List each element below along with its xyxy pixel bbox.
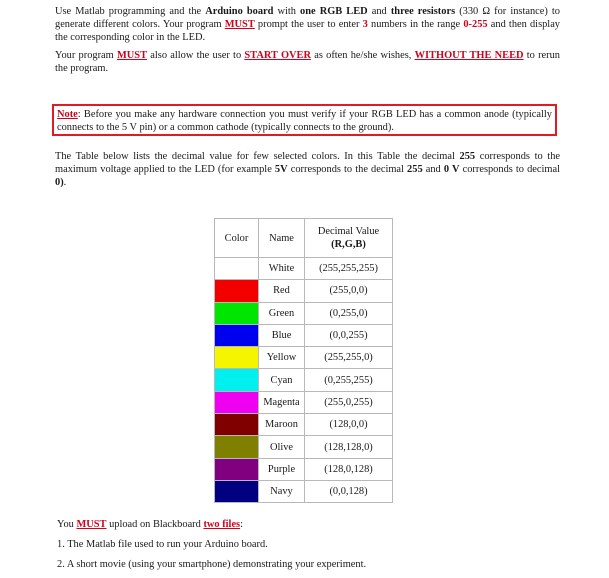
table-row	[215, 414, 393, 436]
header-color: Color	[215, 219, 259, 258]
color-rgb-value: (255,255,0)	[305, 347, 393, 369]
color-rgb-value: (0,0,128)	[305, 480, 393, 502]
upload-item-2: 2. A short movie (using your smartphone) demonstrating your experiment.	[57, 559, 367, 570]
table-row	[215, 369, 393, 391]
color-name: Purple	[259, 458, 305, 480]
table-row	[215, 458, 393, 480]
intro-paragraph: Use Matlab programming and the Arduino board with one RGB LED and three resistors (330 Ω for instance) to generate different colors. Your program MUST prompt the user to enter 3 numbers in the range 0-255 and then display the corresponding color in the LED.	[55, 6, 561, 43]
note-label: Note	[57, 109, 78, 120]
color-name: Cyan	[259, 369, 305, 391]
color-name: Magenta	[259, 391, 305, 413]
table-intro-paragraph: The Table below lists the decimal value for few selected colors. In this Table the decimal 255 corresponds to the maximum voltage applied to the LED (for example 5V corresponds to the decimal 255 and 0 V corresponds to decimal 0).	[55, 151, 561, 188]
table-row	[215, 436, 393, 458]
table-row	[215, 480, 393, 502]
upload-instruction: You MUST upload on Blackboard two files:	[57, 519, 243, 530]
color-swatch	[215, 258, 259, 280]
color-name: Green	[259, 302, 305, 324]
upload-item-1: 1. The Matlab file used to run your Arduino board.	[57, 539, 268, 550]
color-rgb-value: (255,0,255)	[305, 391, 393, 413]
color-swatch	[215, 458, 259, 480]
color-name: Yellow	[259, 347, 305, 369]
start-over-paragraph: Your program MUST also allow the user to START OVER as often he/she wishes, WITHOUT THE NEED to rerun the program.	[55, 50, 561, 74]
table-row	[215, 280, 393, 302]
table-row	[215, 347, 393, 369]
color-swatch	[215, 369, 259, 391]
color-name: Maroon	[259, 414, 305, 436]
color-swatch	[215, 347, 259, 369]
table-row	[215, 324, 393, 346]
color-name: Navy	[259, 480, 305, 502]
table-row	[215, 258, 393, 280]
color-swatch	[215, 302, 259, 324]
color-swatch	[215, 414, 259, 436]
table-row	[215, 391, 393, 413]
color-name: Olive	[259, 436, 305, 458]
color-table	[214, 218, 393, 503]
color-swatch	[215, 324, 259, 346]
must-emphasis: MUST	[224, 19, 255, 30]
note-box: Note: Before you make any hardware connection you must verify if your RGB LED has a common anode (typically connects to the 5 V pin) or a common cathode (typically connects to the ground).	[52, 104, 557, 136]
color-rgb-value: (128,0,0)	[305, 414, 393, 436]
color-name: Red	[259, 280, 305, 302]
color-rgb-value: (128,128,0)	[305, 436, 393, 458]
color-rgb-value: (255,0,0)	[305, 280, 393, 302]
color-rgb-value: (128,0,128)	[305, 458, 393, 480]
color-swatch	[215, 480, 259, 502]
color-rgb-value: (255,255,255)	[305, 258, 393, 280]
color-swatch	[215, 391, 259, 413]
color-rgb-value: (0,255,255)	[305, 369, 393, 391]
header-decimal: Decimal Value (R,G,B)	[305, 219, 393, 258]
table-header-row	[215, 219, 393, 258]
color-name: Blue	[259, 324, 305, 346]
color-rgb-value: (0,255,0)	[305, 302, 393, 324]
color-swatch	[215, 436, 259, 458]
table-row	[215, 302, 393, 324]
color-swatch	[215, 280, 259, 302]
color-rgb-value: (0,0,255)	[305, 324, 393, 346]
color-name: White	[259, 258, 305, 280]
header-name: Name	[259, 219, 305, 258]
